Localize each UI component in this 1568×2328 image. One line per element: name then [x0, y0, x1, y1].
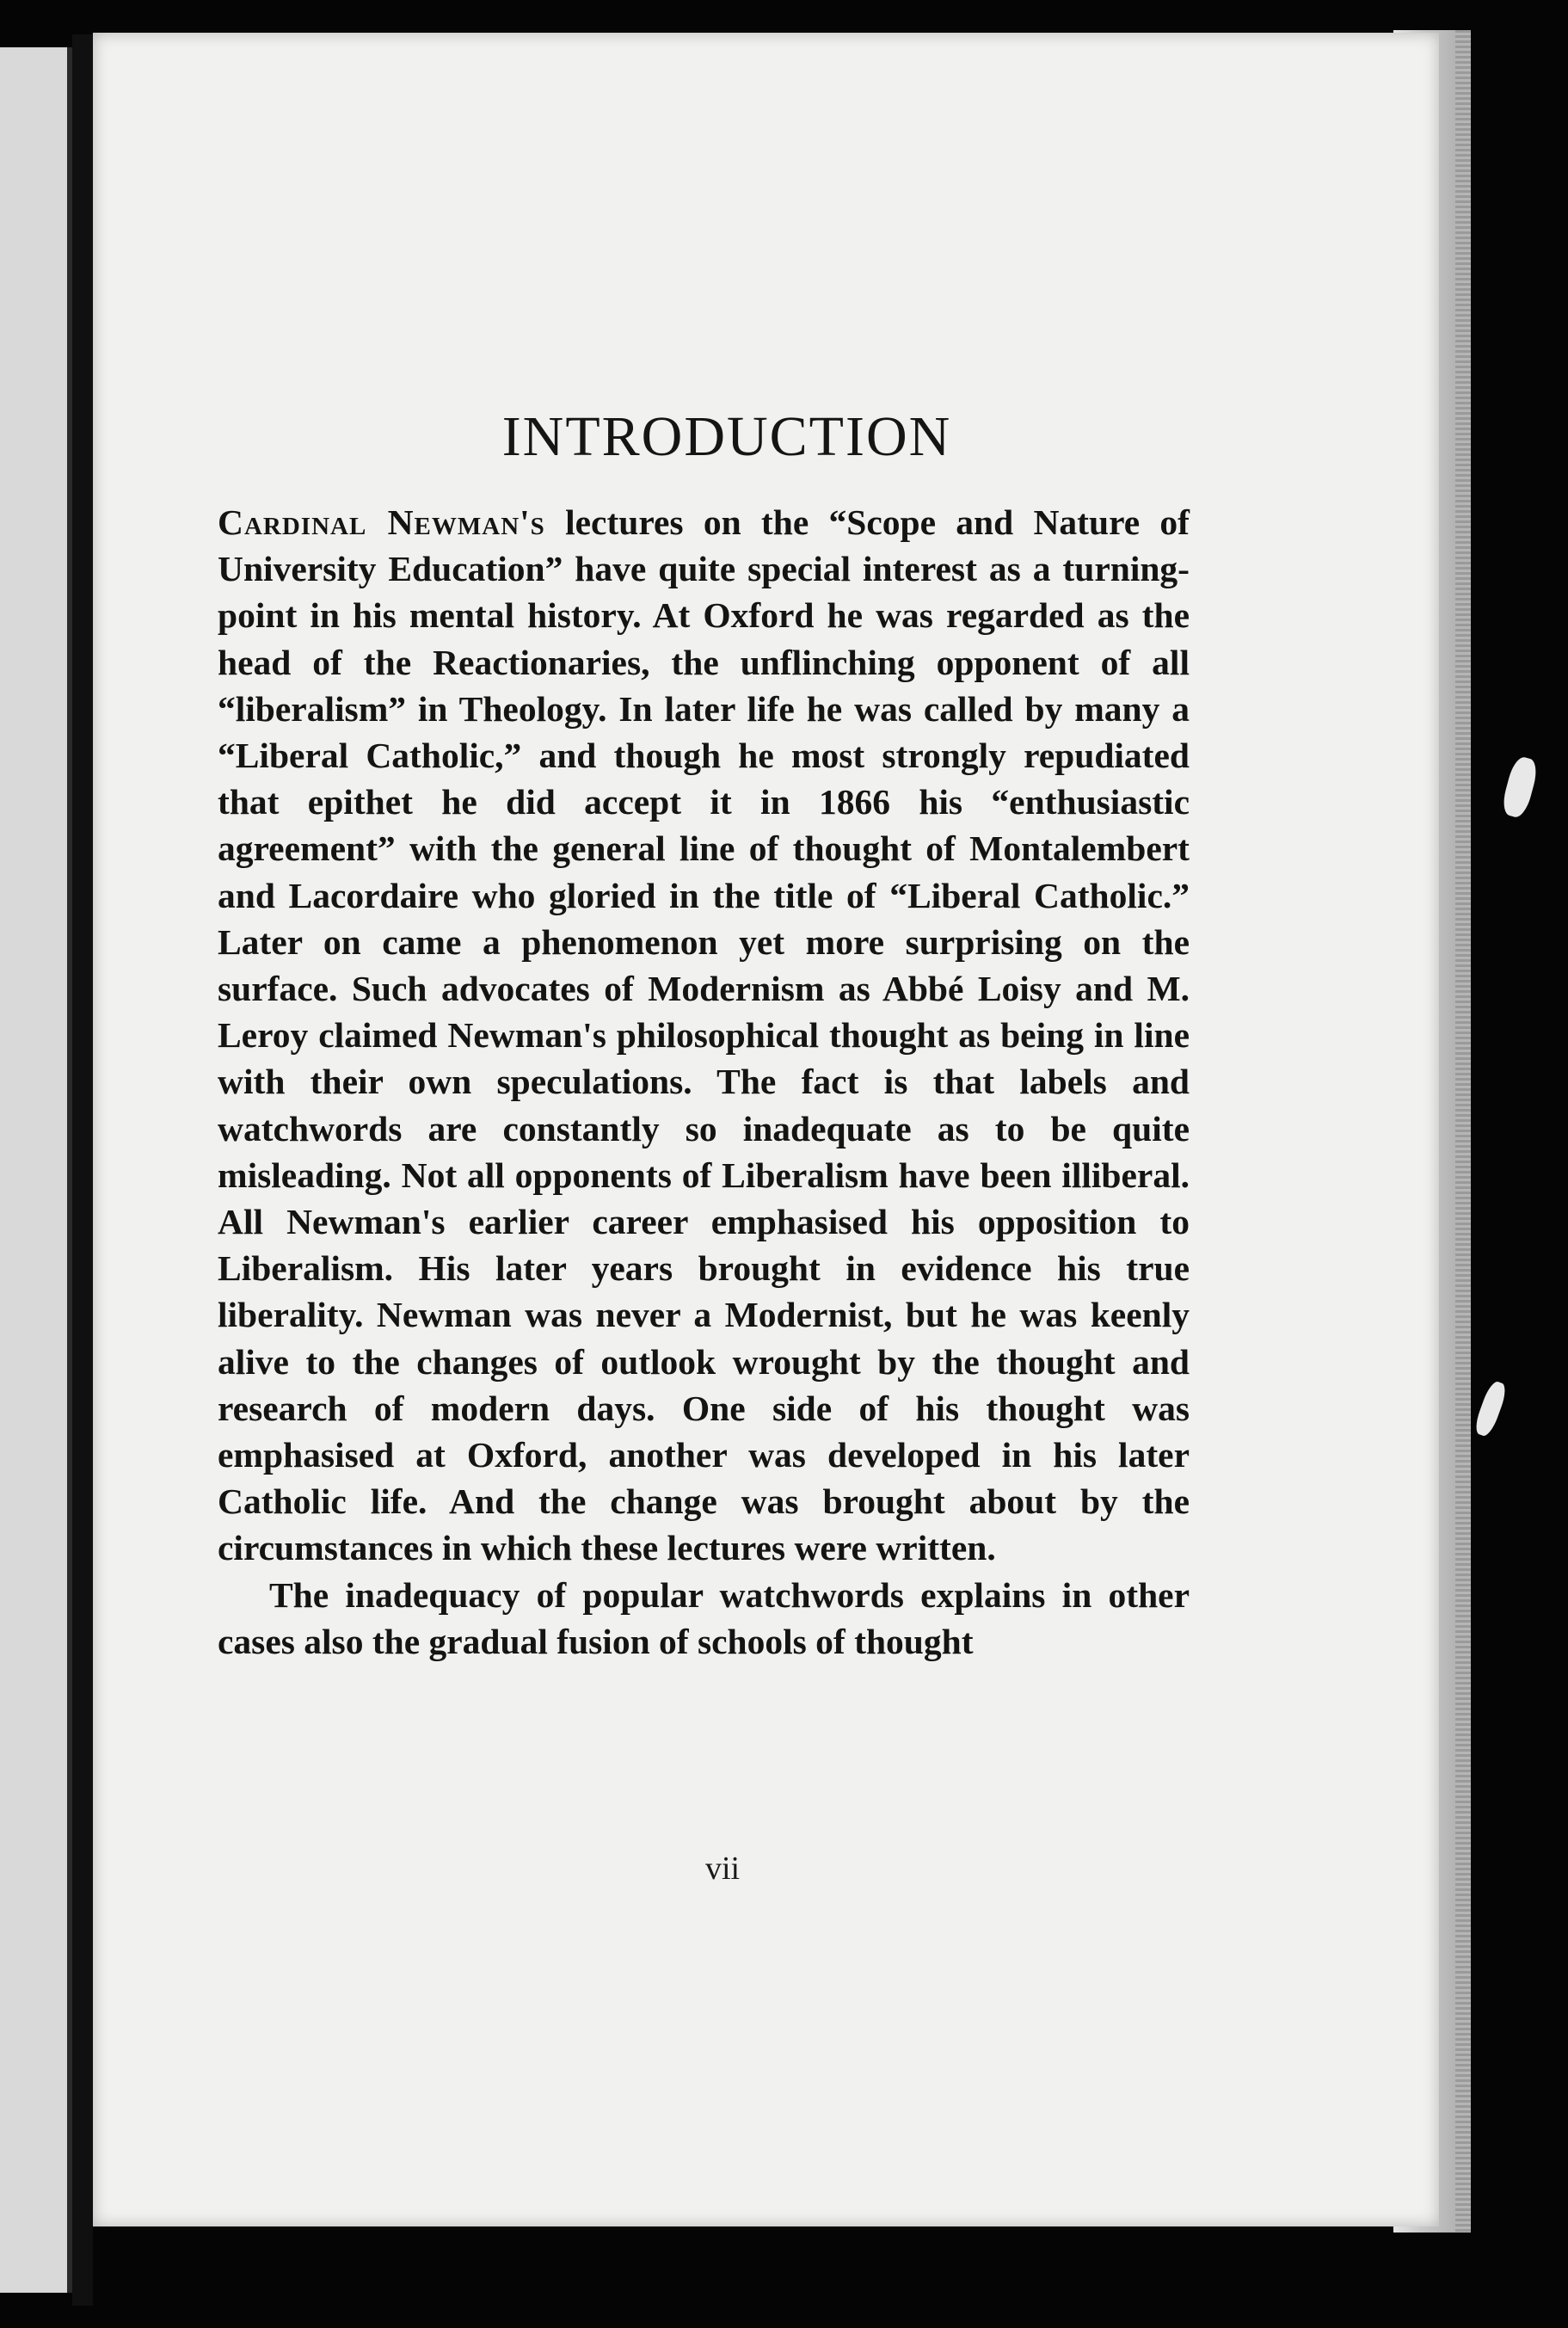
book-gutter — [72, 34, 93, 2306]
body-text — [218, 499, 1190, 1665]
previous-page-edge — [0, 47, 72, 2293]
paragraph — [218, 1572, 1190, 1665]
paragraph-text: The inadequacy of popular watchwords explains in other cases also the gradual fusion of schools of thought — [218, 1574, 1190, 1661]
paragraph-lead: Cardinal Newman's — [218, 502, 545, 542]
chapter-heading: INTRODUCTION — [501, 405, 952, 468]
page-number: vii — [705, 1851, 741, 1887]
paragraph-text: lectures on the “Scope and Nature of University Education” have quite special interest as a turning-point in his mental history. At Oxford he was regarded as the head of the Reactionaries, the unflinching opponent of all “liberalism” in Theology. In later life he was called by many a “Liberal Catholic,” and though he most strongly repudiated that epithet he did accept it in 1866 his “enthusiastic agreement” with the general line of thought of Montalembert and Lacordaire who gloried in the title of “Liberal Catholic.” Later on came a phenomenon yet more surprising on the surface. Such advocates of Modernism as Abbé Loisy and M. Leroy claimed Newman's philosophical thought as being in line with their own speculations. The fact is that labels and watchwords are constantly so inadequate as to be quite misleading. Not all opponents of Liberalism have been illiberal. All Newman's earlier career emphasised his opposition to Liberalism. His later years brought in evidence his true liberality. Newman was never a Modernist, but he was keenly alive to the changes of outlook wrought by the thought and research of modern days. One side of his thought was emphasised at Oxford, another was developed in his later Catholic life. And the change was brought about by the circumstances in which these lectures were written. — [218, 502, 1190, 1568]
paragraph — [218, 499, 1190, 1572]
